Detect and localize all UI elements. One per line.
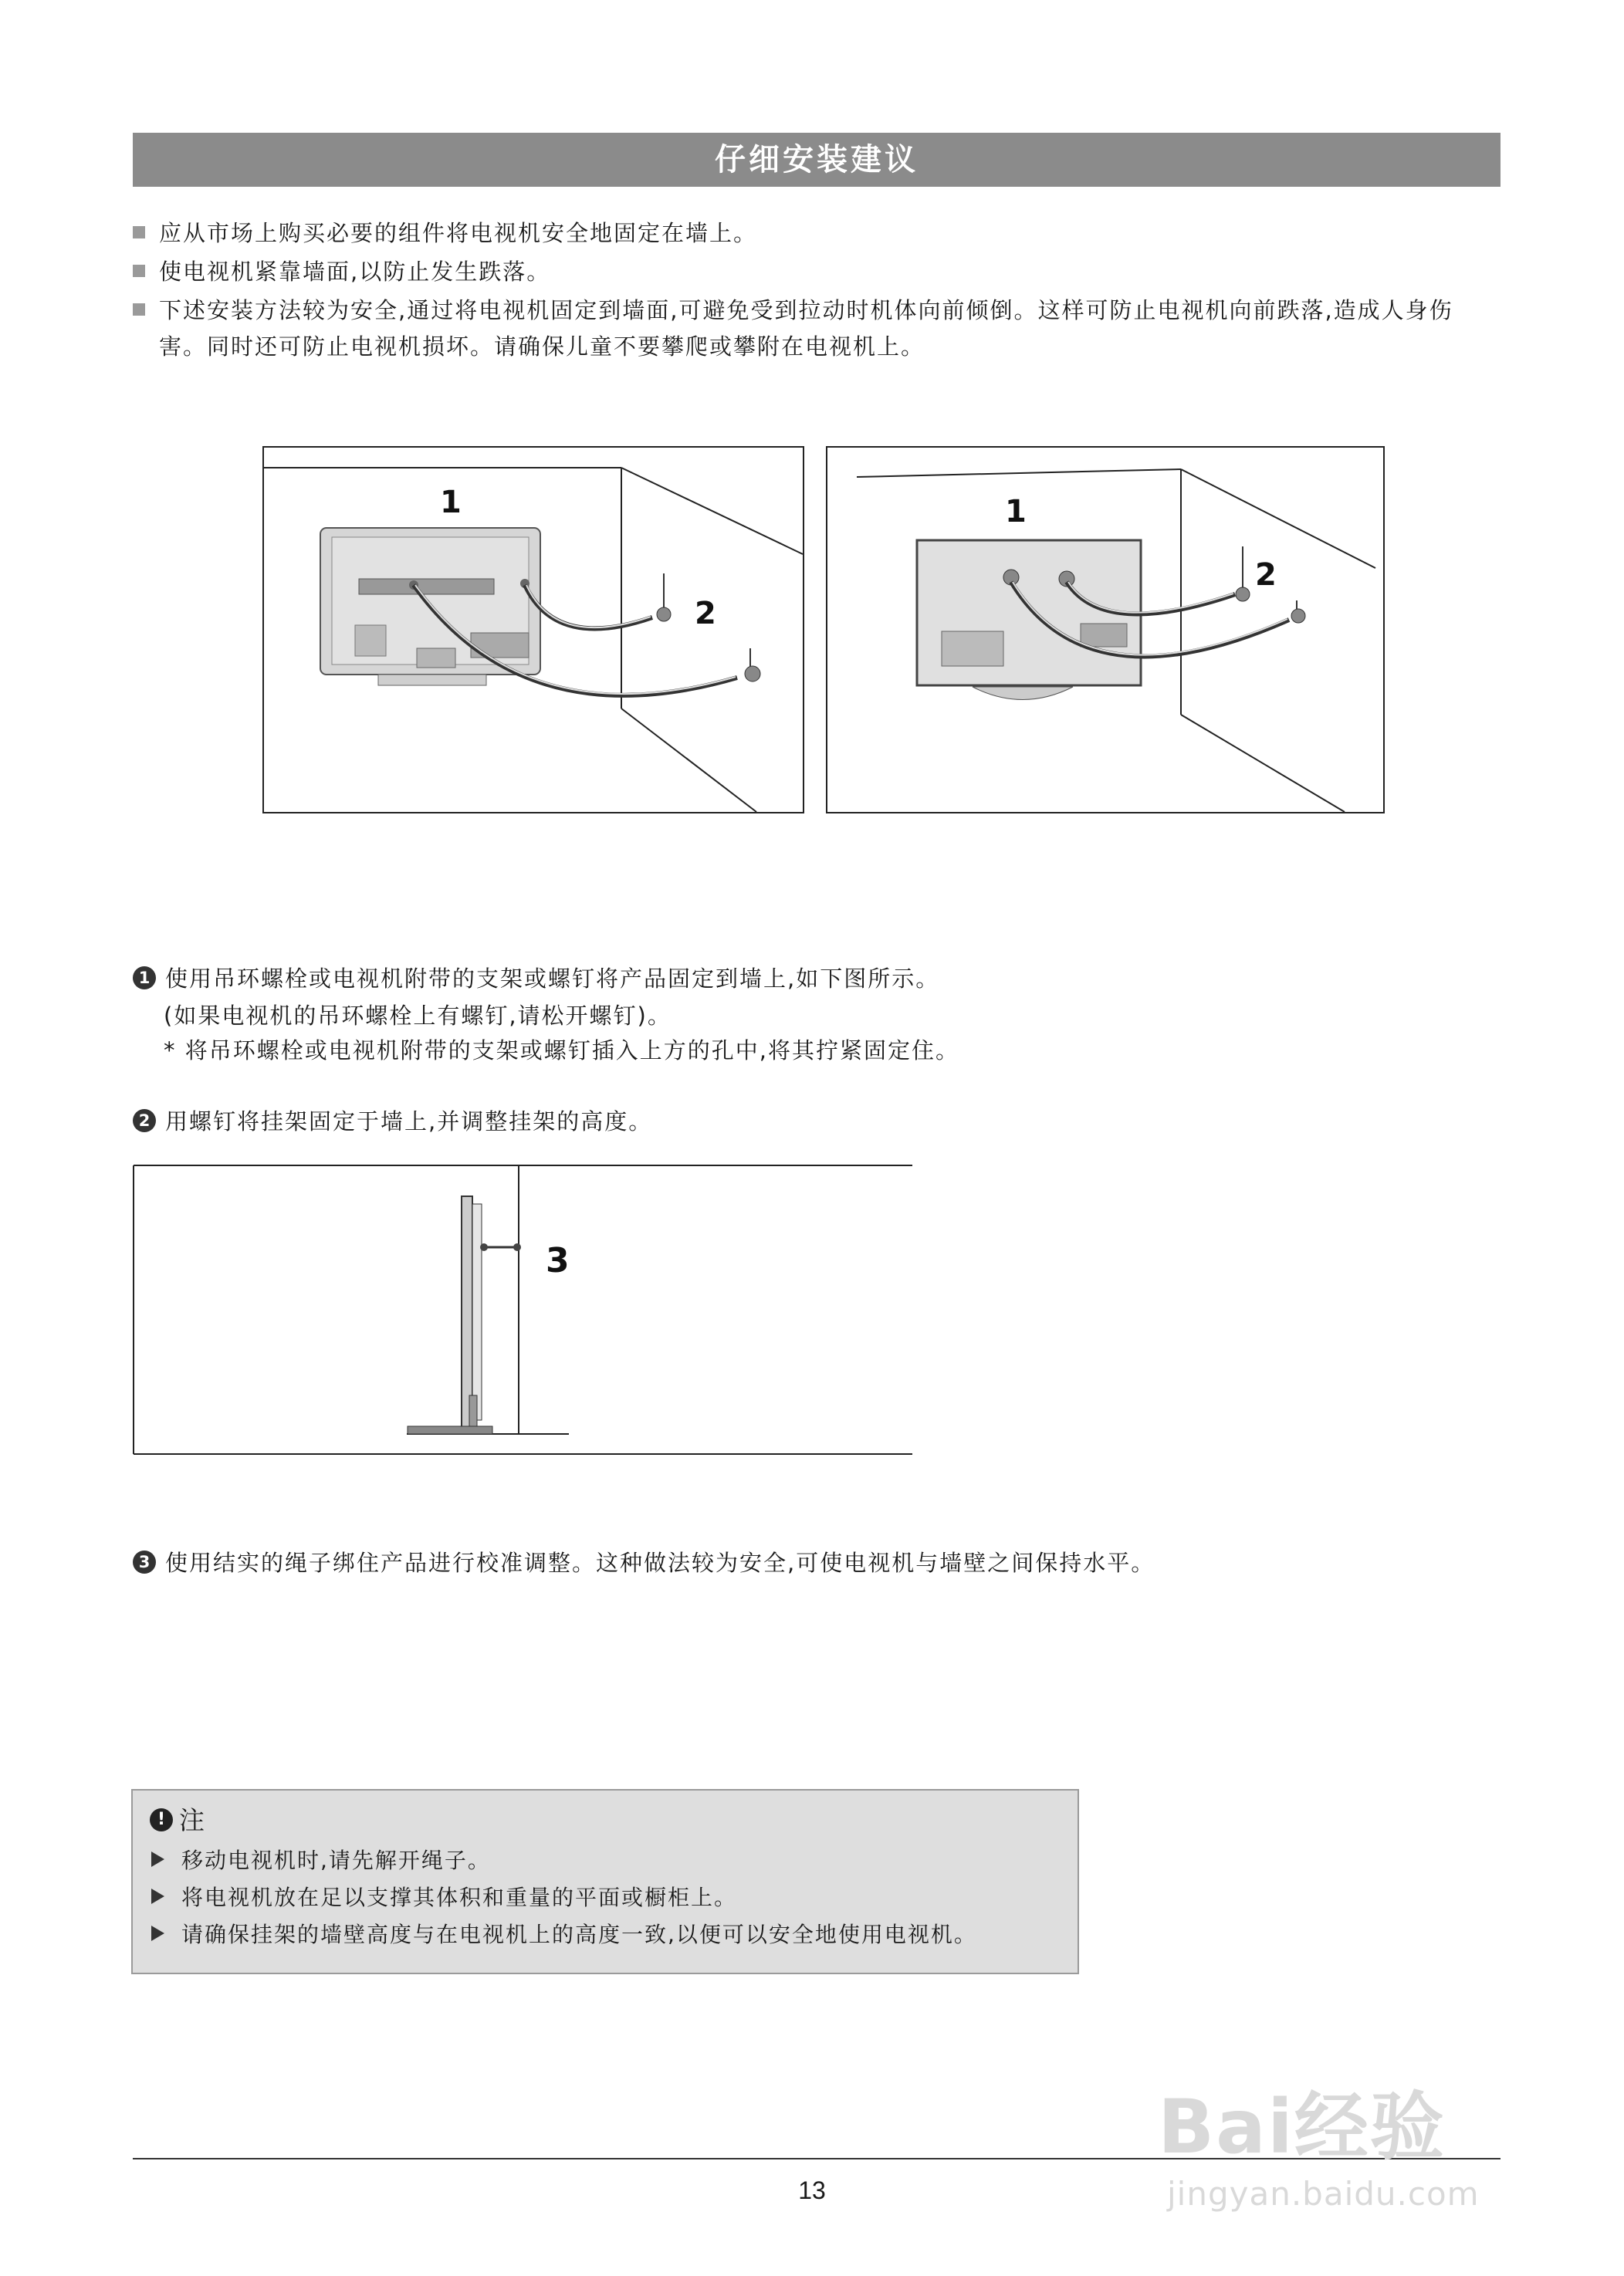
bullet-square-icon bbox=[133, 303, 145, 316]
warning-icon: ! bbox=[150, 1808, 173, 1831]
bullet-item: 下述安装方法较为安全,通过将电视机固定到墙面,可避免受到拉动时机体向前倾倒。这样可防止电视机向前跌落,造成人身伤 bbox=[133, 293, 1453, 327]
figure-tv-rear-wall-left bbox=[262, 446, 804, 813]
bullet-item: 使电视机紧靠墙面,以防止发生跌落。 bbox=[133, 255, 550, 289]
figure-label-2: 2 bbox=[695, 596, 716, 631]
step-number-icon: 3 bbox=[133, 1551, 156, 1574]
step-1-note: * 将吊环螺栓或电视机附带的支架或螺钉插入上方的孔中,将其拧紧固定住。 bbox=[164, 1037, 959, 1064]
figure-tv-side-view bbox=[133, 1164, 912, 1457]
step-1: 1 使用吊环螺栓或电视机附带的支架或螺钉将产品固定到墙上,如下图所示。 bbox=[133, 961, 939, 996]
watermark-logo: Bai经验 bbox=[1158, 2084, 1446, 2170]
watermark-url: jingyan.baidu.com bbox=[1167, 2175, 1480, 2213]
note-item: 移动电视机时,请先解开绳子。 bbox=[151, 1845, 491, 1877]
arrow-right-icon bbox=[151, 1852, 164, 1867]
step-2: 2 用螺钉将挂架固定于墙上,并调整挂架的高度。 bbox=[133, 1104, 652, 1139]
figure-label-1: 1 bbox=[440, 485, 462, 520]
note-box bbox=[131, 1789, 1079, 1974]
note-item: 将电视机放在足以支撑其体积和重量的平面或橱柜上。 bbox=[151, 1882, 737, 1914]
arrow-right-icon bbox=[151, 1926, 164, 1941]
figure-tv-rear-wall-right bbox=[826, 446, 1385, 813]
bullet-item: 应从市场上购买必要的组件将电视机安全地固定在墙上。 bbox=[133, 216, 757, 250]
note-item: 请确保挂架的墙壁高度与在电视机上的高度一致,以便可以安全地使用电视机。 bbox=[151, 1919, 977, 1951]
step-3: 3 使用结实的绳子绑住产品进行校准调整。这种做法较为安全,可使电视机与墙壁之间保持水平。 bbox=[133, 1545, 1155, 1581]
bullet-square-icon bbox=[133, 226, 145, 238]
note-heading: ! 注 bbox=[150, 1801, 205, 1840]
step-number-icon: 1 bbox=[133, 966, 156, 989]
figure-label-3: 3 bbox=[546, 1241, 570, 1280]
page-number: 13 bbox=[798, 2176, 826, 2204]
step-number-icon: 2 bbox=[133, 1109, 156, 1132]
section-title: 仔细安装建议 bbox=[133, 133, 1501, 187]
arrow-right-icon bbox=[151, 1889, 164, 1904]
figure-label-1: 1 bbox=[1005, 494, 1027, 529]
step-1-note: (如果电视机的吊环螺栓上有螺钉,请松开螺钉)。 bbox=[164, 1003, 672, 1029]
bullet-item-continuation: 害。同时还可防止电视机损坏。请确保儿童不要攀爬或攀附在电视机上。 bbox=[159, 333, 925, 360]
bullet-square-icon bbox=[133, 265, 145, 277]
figure-label-2: 2 bbox=[1255, 557, 1277, 593]
